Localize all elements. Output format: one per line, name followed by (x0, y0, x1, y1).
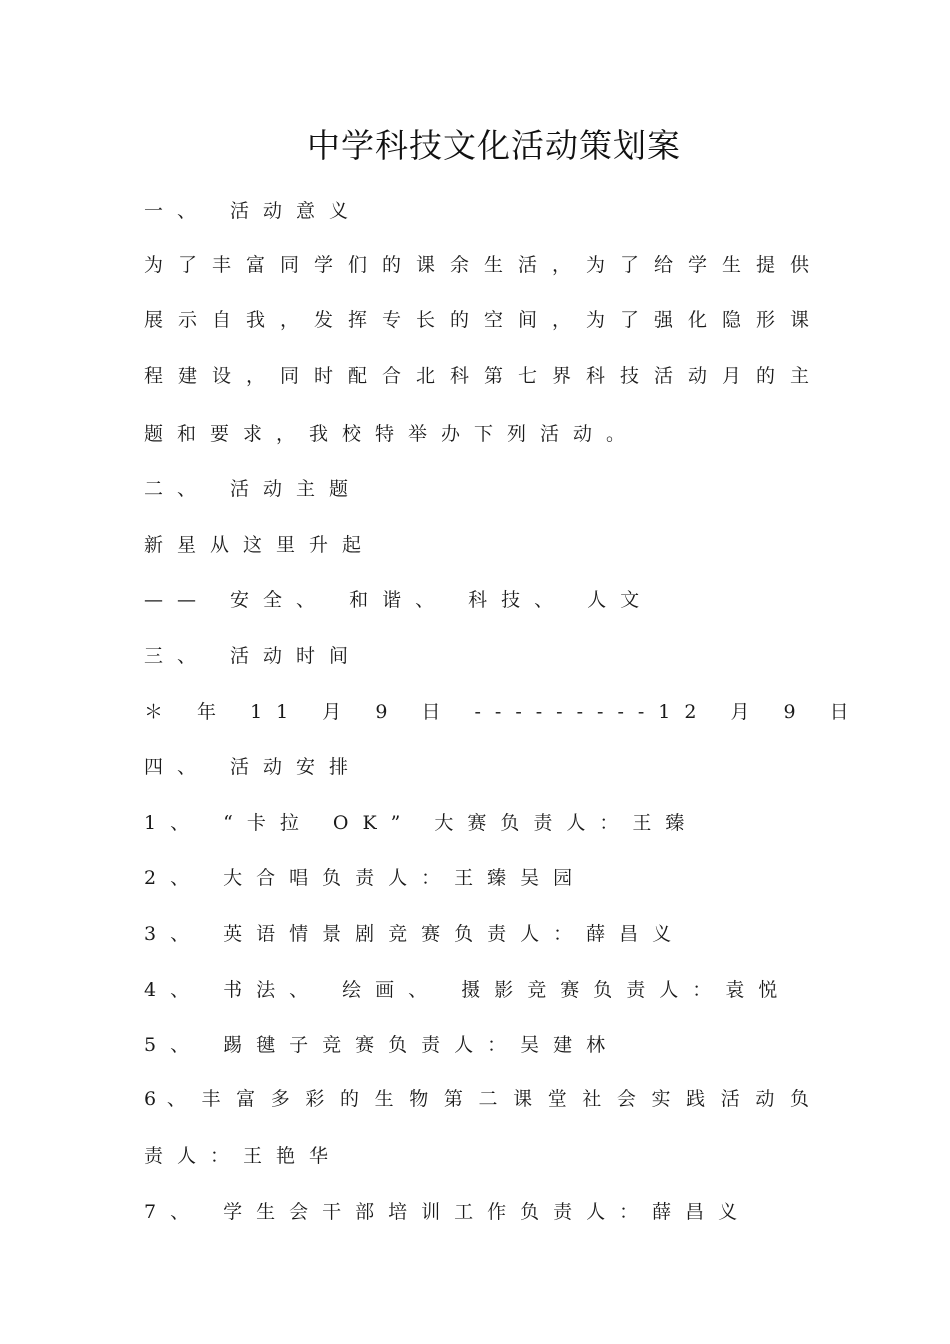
list-item: 6 、 丰 富 多 彩 的 生 物 第 二 课 堂 社 会 实 践 活 动 负 (144, 1087, 809, 1110)
paragraph-line: —— 安全、 和谐、 科技、 人文 (144, 589, 654, 612)
list-item-continuation: 责人：王艳华 (144, 1145, 343, 1168)
paragraph-line: 程 建 设 ， 同 时 配 合 北 科 第 七 界 科 技 活 动 月 的 主 (144, 364, 809, 387)
list-item: 5、 踢毽子竞赛负责人：吴建林 (144, 1034, 620, 1057)
document-body (144, 182, 863, 1238)
page-title: 中学科技文化活动策划案 (307, 126, 681, 165)
paragraph-line: 新星从这里升起 (144, 533, 376, 556)
list-item: 2、 大合唱负责人：王臻吴园 (144, 867, 587, 890)
section-heading: 二、 活动主题 (144, 478, 363, 501)
paragraph-line: 为 了 丰 富 同 学 们 的 课 余 生 活 ， 为 了 给 学 生 提 供 (144, 253, 809, 276)
paragraph-line: 题和要求，我校特举办下列活动。 (144, 422, 640, 445)
list-item: 7、 学生会干部培训工作负责人：薛昌义 (144, 1200, 752, 1223)
paragraph-line: ＊ 年 11 月 9 日 ---------12 月 9 日 (144, 700, 863, 723)
section-heading: 一、 活动意义 (144, 200, 363, 223)
section-heading: 四、 活动安排 (144, 756, 363, 779)
list-item: 4、 书法、 绘画、 摄影竞赛负责人：袁悦 (144, 978, 792, 1001)
list-item: 3、 英语情景剧竞赛负责人：薛昌义 (144, 923, 686, 946)
section-heading: 三、 活动时间 (144, 645, 363, 668)
list-item: 1、 “卡拉 OK” 大赛负责人：王臻 (144, 811, 699, 834)
paragraph-line: 展 示 自 我 ， 发 挥 专 长 的 空 间 ， 为 了 强 化 隐 形 课 (144, 309, 809, 332)
